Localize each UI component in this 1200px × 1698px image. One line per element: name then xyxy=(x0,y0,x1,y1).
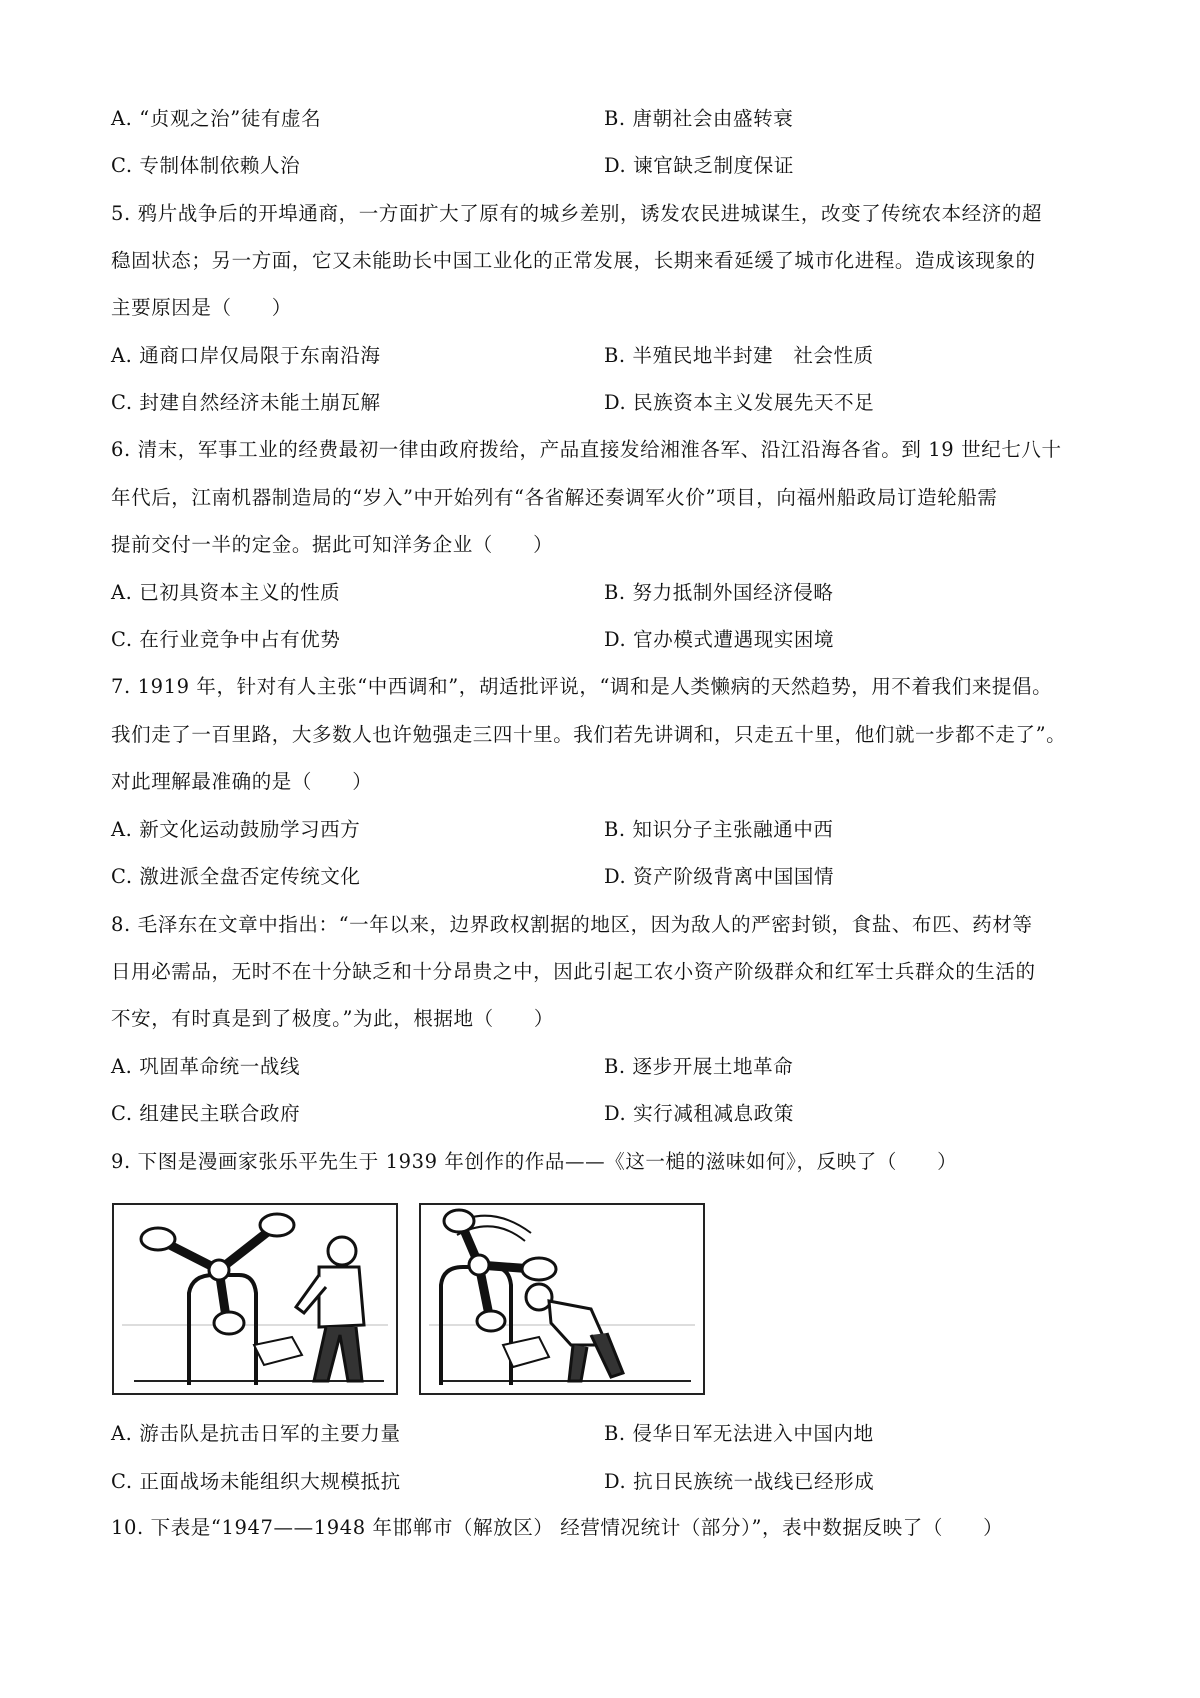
q7-option-b: B. 知识分子主张融通中西 xyxy=(604,818,834,841)
q5-option-d: D. 民族资本主义发展先天不足 xyxy=(604,391,875,414)
q5-option-b: B. 半殖民地半封建 社会性质 xyxy=(604,344,874,367)
q7-option-d: D. 资产阶级背离中国国情 xyxy=(604,865,835,888)
q8-stem-line-2: 日用必需品，无时不在十分缺乏和十分昂贵之中，因此引起工农小资产阶级群众和红军士兵群众的生活的 xyxy=(111,960,1036,983)
q9-stem-line-1: 9. 下图是漫画家张乐平先生于 1939 年创作的作品——《这一槌的滋味如何》，反映了（ ） xyxy=(111,1150,958,1173)
q5-stem-line-1: 5. 鸦片战争后的开埠通商，一方面扩大了原有的城乡差别，诱发农民进城谋生，改变了传统农本经济的超 xyxy=(111,202,1043,225)
q8-option-b: B. 逐步开展土地革命 xyxy=(604,1055,794,1078)
q6-stem-line-2: 年代后，江南机器制造局的“岁入”中开始列有“各省解还奏调军火价”项目，向福州船政局订造轮船需 xyxy=(111,486,998,509)
q8-stem-line-3: 不安，有时真是到了极度。”为此，根据地（ ） xyxy=(111,1007,555,1030)
q7-stem-line-3: 对此理解最准确的是（ ） xyxy=(111,770,373,793)
q7-stem-line-2: 我们走了一百里路，大多数人也许勉强走三四十里。我们若先讲调和，只走五十里，他们就一步都不走了”。 xyxy=(111,723,1067,746)
q8-option-c: C. 组建民主联合政府 xyxy=(111,1102,301,1125)
q5-option-a: A. 通商口岸仅局限于东南沿海 xyxy=(111,344,381,367)
q10-stem-line-1: 10. 下表是“1947——1948 年邯郸市（解放区） 经营情况统计（部分）”，表中数据反映了（ ） xyxy=(111,1516,1004,1539)
q6-stem-line-3: 提前交付一半的定金。据此可知洋务企业（ ） xyxy=(111,533,554,556)
q6-stem-line-1: 6. 清末，军事工业的经费最初一律由政府拨给，产品直接发给湘淮各军、沿江沿海各省。到 19 世纪七八十 xyxy=(111,438,1062,461)
q6-option-b: B. 努力抵制外国经济侵略 xyxy=(604,581,834,604)
q5-option-c: C. 封建自然经济未能土崩瓦解 xyxy=(111,391,381,414)
q6-option-c: C. 在行业竞争中占有优势 xyxy=(111,628,341,651)
cartoon-panel-2 xyxy=(419,1203,705,1395)
q7-option-c: C. 激进派全盘否定传统文化 xyxy=(111,865,361,888)
cartoon-panel-1 xyxy=(112,1203,398,1395)
q4-option-b: B. 唐朝社会由盛转衰 xyxy=(604,107,794,130)
q6-option-d: D. 官办模式遭遇现实困境 xyxy=(604,628,835,651)
q9-option-c: C. 正面战场未能组织大规模抵抗 xyxy=(111,1470,401,1493)
q6-option-a: A. 已初具资本主义的性质 xyxy=(111,581,341,604)
q5-stem-line-3: 主要原因是（ ） xyxy=(111,296,292,319)
q4-option-d: D. 谏官缺乏制度保证 xyxy=(604,154,794,177)
q7-option-a: A. 新文化运动鼓励学习西方 xyxy=(111,818,361,841)
q4-option-c: C. 专制体制依赖人治 xyxy=(111,154,301,177)
q9-option-d: D. 抗日民族统一战线已经形成 xyxy=(604,1470,875,1493)
q4-option-a: A. “贞观之治”徒有虚名 xyxy=(111,107,322,130)
q7-stem-line-1: 7. 1919 年，针对有人主张“中西调和”，胡适批评说，“调和是人类懒病的天然趋势，用不着我们来提倡。 xyxy=(111,675,1053,698)
q5-stem-line-2: 稳固状态；另一方面，它又未能助长中国工业化的正常发展，长期来看延缓了城市化进程。造成该现象的 xyxy=(111,249,1036,272)
q9-option-b: B. 侵华日军无法进入中国内地 xyxy=(604,1422,874,1445)
q8-stem-line-1: 8. 毛泽东在文章中指出：“一年以来，边界政权割据的地区，因为敌人的严密封锁，食盐、布匹、药材等 xyxy=(111,913,1033,936)
q8-option-d: D. 实行减租减息政策 xyxy=(604,1102,794,1125)
q9-option-a: A. 游击队是抗击日军的主要力量 xyxy=(111,1422,401,1445)
q8-option-a: A. 巩固革命统一战线 xyxy=(111,1055,301,1078)
